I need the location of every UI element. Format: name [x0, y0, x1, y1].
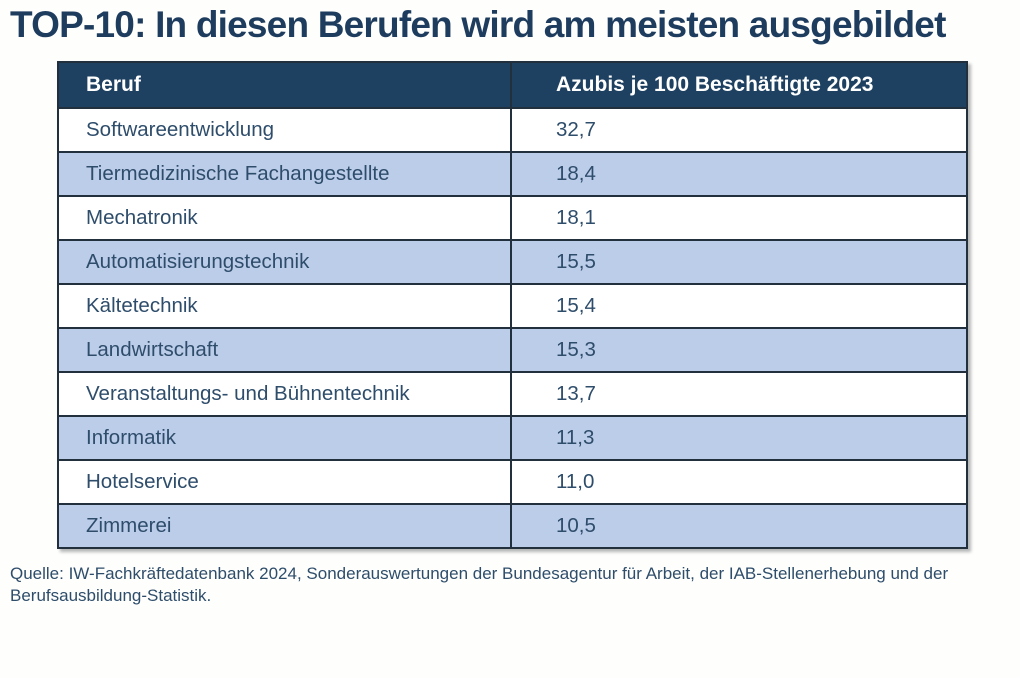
table-row	[58, 372, 967, 416]
table-row	[58, 504, 967, 548]
beruf-cell: Landwirtschaft	[58, 328, 511, 372]
value-cell: 13,7	[511, 372, 967, 416]
value-cell: 10,5	[511, 504, 967, 548]
beruf-cell: Tiermedizinische Fachangestellte	[58, 152, 511, 196]
table-body	[58, 108, 967, 548]
value-cell: 32,7	[511, 108, 967, 152]
table-row	[58, 284, 967, 328]
table-row	[58, 196, 967, 240]
beruf-cell: Informatik	[58, 416, 511, 460]
beruf-cell: Veranstaltungs- und Bühnentechnik	[58, 372, 511, 416]
beruf-cell: Kältetechnik	[58, 284, 511, 328]
table-header-row	[58, 62, 967, 108]
beruf-cell: Zimmerei	[58, 504, 511, 548]
table-row	[58, 152, 967, 196]
value-cell: 18,1	[511, 196, 967, 240]
value-cell: 15,5	[511, 240, 967, 284]
value-cell: 11,3	[511, 416, 967, 460]
page-title: TOP-10: In diesen Berufen wird am meisten ausgebildet	[10, 4, 946, 45]
beruf-cell: Automatisierungstechnik	[58, 240, 511, 284]
table-row	[58, 416, 967, 460]
value-cell: 11,0	[511, 460, 967, 504]
value-cell: 15,3	[511, 328, 967, 372]
beruf-cell: Mechatronik	[58, 196, 511, 240]
table-row	[58, 460, 967, 504]
infographic	[0, 2, 1020, 607]
table-row	[58, 328, 967, 372]
table-row	[58, 108, 967, 152]
beruf-cell: Hotelservice	[58, 460, 511, 504]
column-header-beruf: Beruf	[58, 62, 511, 108]
beruf-cell: Softwareentwicklung	[58, 108, 511, 152]
value-cell: 15,4	[511, 284, 967, 328]
table-row	[58, 240, 967, 284]
top10-table	[57, 61, 968, 549]
value-cell: 18,4	[511, 152, 967, 196]
source-note: Quelle: IW-Fachkräftedatenbank 2024, Sonderauswertungen der Bundesagentur für Arbeit, der IAB-Stellenerhebung und der Berufsausbildung-Statistik.	[10, 564, 949, 605]
column-header-azubis: Azubis je 100 Beschäftigte 2023	[511, 62, 967, 108]
